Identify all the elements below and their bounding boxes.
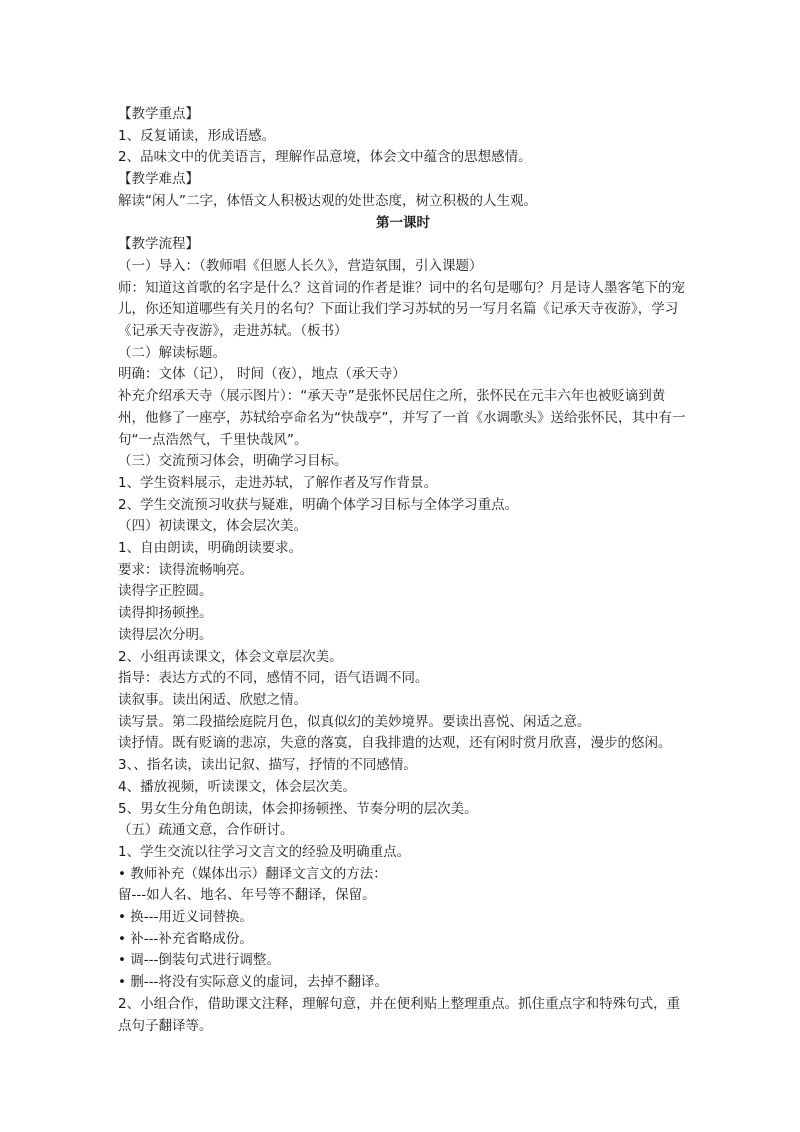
text-line: 2、品味文中的优美语言，理解作品意境，体会文中蕴含的思想感情。 (118, 149, 532, 166)
text-line: 1、反复诵读，形成语感。 (118, 127, 276, 144)
text-line: （二）解读标题。 (118, 344, 226, 361)
document-body (118, 104, 688, 1037)
text-line: 读写景。第二段描绘庭院月色，似真似幻的美妙境界。要读出喜悦、闲适之意。 (118, 713, 591, 730)
text-paragraph: 补充介绍承天寺（展示图片）：“承天寺”是张怀民居住之所，张怀民在元丰六年也被贬谪到黄州，他修了一座亭，苏轼给亭命名为“快哉亭”，并写了一首《水调歌头》送给张怀民，其中有一句“一点浩然气，千里快哉风”。 (118, 388, 686, 448)
text-line: 4、播放视频，听读课文，体会层次美。 (118, 778, 357, 795)
text-line: 指导：表达方式的不同，感情不同，语气语调不同。 (118, 670, 429, 687)
text-line: （四）初读课文，体会层次美。 (118, 518, 307, 535)
text-line: 1、学生资料展示，走进苏轼，了解作者及写作背景。 (118, 474, 438, 491)
section-title: 第一课时 (376, 214, 430, 231)
text-line: （三）交流预习体会，明确学习目标。 (118, 453, 348, 470)
heading-teaching-difficulty: 【教学难点】 (118, 171, 199, 188)
text-line: 读叙事。读出闲适、欣慰之情。 (118, 691, 307, 708)
text-line: 1、自由朗读，明确朗读要求。 (118, 540, 303, 557)
heading-teaching-focus: 【教学重点】 (118, 106, 199, 122)
text-line: 2、小组再读课文，体会文章层次美。 (118, 648, 343, 665)
heading-teaching-process: 【教学流程】 (118, 236, 199, 253)
bullet-item: • 换---用近义词替换。 (118, 909, 253, 926)
text-paragraph: 读抒情。既有贬谪的悲凉，失意的落寞，自我排遣的达观，还有闲时赏月欣喜，漫步的悠闲。 (118, 735, 672, 752)
text-line: 明确：文体（记）， 时间（夜），地点（承天寺） (118, 366, 406, 383)
text-paragraph: 2、小组合作，借助课文注释，理解句意，并在便利贴上整理重点。抓住重点字和特殊句式，重点句子翻译等。 (118, 995, 681, 1034)
bullet-item: • 教师补充（媒体出示）翻译文言文的方法： (118, 865, 387, 882)
text-line: 留---如人名、地名、年号等不翻译，保留。 (118, 887, 376, 904)
text-line: 1、学生交流以往学习文言文的经验及明确重点。 (118, 843, 411, 860)
text-line: 要求：读得流畅响亮。 (118, 561, 253, 578)
text-line: 读得层次分明。 (118, 626, 213, 643)
bullet-item: • 删---将没有实际意义的虚词，去掉不翻译。 (118, 974, 388, 991)
bullet-item: • 调---倒装句式进行调整。 (118, 952, 280, 969)
text-line: 读得抑扬顿挫。 (118, 605, 213, 622)
text-line: （五）疏通文意，合作研讨。 (118, 822, 294, 839)
text-line: （一）导入：（教师唱《但愿人长久》，营造氛围，引入课题） (118, 257, 483, 274)
bullet-item: • 补---补充省略成份。 (118, 930, 253, 947)
text-line: 2、学生交流预习收获与疑难，明确个体学习目标与全体学习重点。 (118, 496, 519, 513)
text-line: 3、、指名读，读出记叙、描写，抒情的不同感情。 (118, 757, 417, 774)
text-line: 解读“闲人”二字，体悟文人积极达观的处世态度，树立积极的人生观。 (118, 192, 537, 209)
text-line: 5、男女生分角色朗读，体会抑扬顿挫、节奏分明的层次美。 (118, 800, 478, 817)
text-line: 读得字正腔圆。 (118, 583, 213, 600)
text-paragraph: 师：知道这首歌的名字是什么？这首词的作者是谁？词中的名句是哪句？月是诗人墨客笔下的宠儿，你还知道哪些有关月的名句？下面让我们学习苏轼的另一写月名篇《记承天寺夜游》，学习《记承天寺夜游》，走进苏轼。（板书） (118, 279, 685, 340)
